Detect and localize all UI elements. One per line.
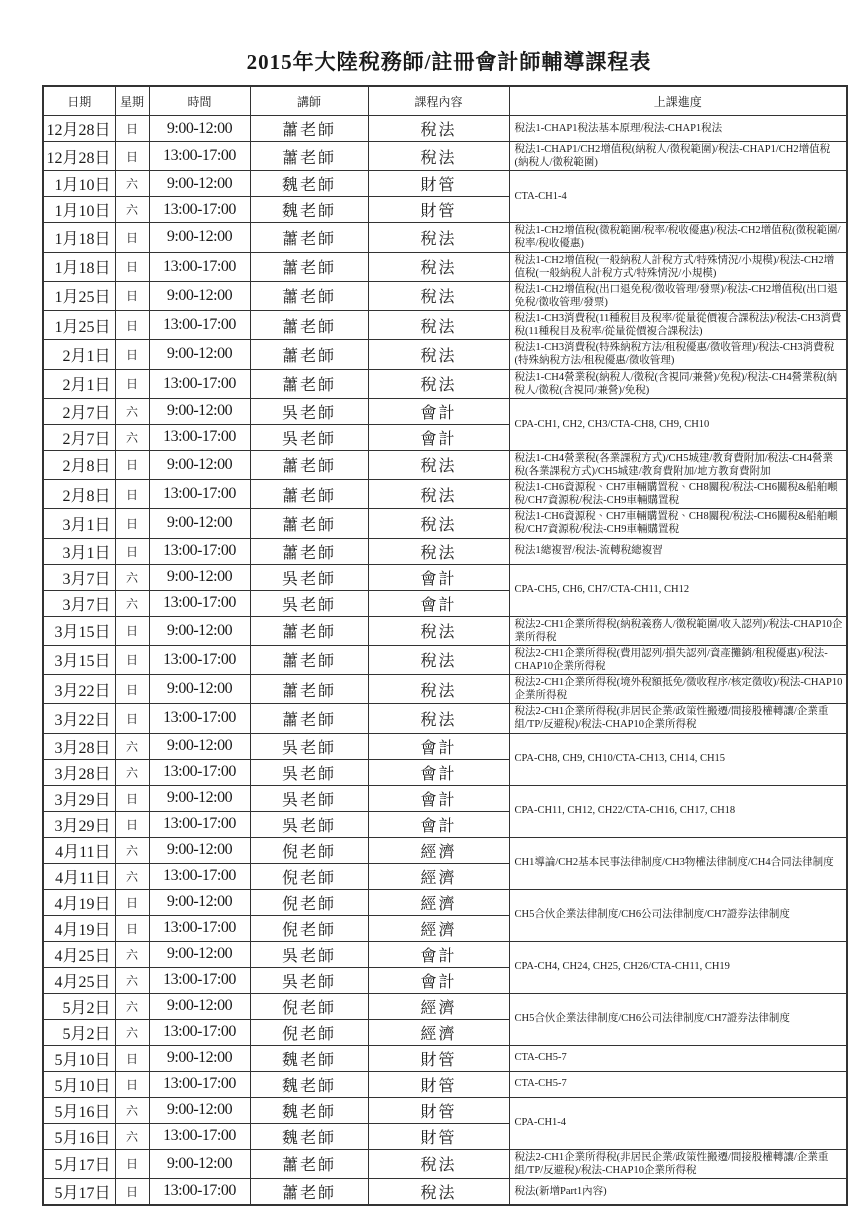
date-cell: 1月25日 [43,281,115,310]
date-cell: 4月19日 [43,889,115,915]
table-row [43,564,847,590]
progress-cell: 稅法1-CH2增值稅(徵稅範圍/稅率/稅收優惠)/稅法-CH2增值稅(徵稅範圍/稅率/稅收優惠) [509,223,847,252]
course-cell: 財管 [368,1097,509,1123]
weekday-cell: 日 [115,369,149,398]
teacher-cell: 倪老師 [250,889,368,915]
course-cell: 會計 [368,811,509,837]
course-cell: 會計 [368,941,509,967]
teacher-cell: 蕭老師 [250,1149,368,1178]
table-row [43,645,847,674]
teacher-cell: 蕭老師 [250,645,368,674]
teacher-cell: 吳老師 [250,590,368,616]
course-cell: 財管 [368,1123,509,1149]
header-date: 日期 [43,86,115,116]
progress-cell: 稅法1-CHAP1/CH2增值稅(納稅人/徵稅範圍)/稅法-CHAP1/CH2增值稅(納稅人/徵稅範圍) [509,142,847,171]
course-cell: 會計 [368,590,509,616]
weekday-cell: 日 [115,1045,149,1071]
weekday-cell: 日 [115,645,149,674]
progress-cell: 稅法1-CH6資源稅、CH7車輛購置稅、CH8關稅/稅法-CH6關稅&船舶噸稅/CH7資源稅/稅法-CH9車輛購置稅 [509,509,847,538]
progress-cell: 稅法2-CH1企業所得稅(納稅義務人/徵稅範圍/收入認列)/稅法-CHAP10企業所得稅 [509,616,847,645]
date-cell: 2月8日 [43,480,115,509]
date-cell: 4月25日 [43,967,115,993]
course-cell: 經濟 [368,993,509,1019]
date-cell: 3月1日 [43,538,115,564]
table-row [43,116,847,142]
teacher-cell: 倪老師 [250,993,368,1019]
progress-cell: CPA-CH8, CH9, CH10/CTA-CH13, CH14, CH15 [509,733,847,785]
time-cell: 13:00-17:00 [149,1071,250,1097]
teacher-cell: 蕭老師 [250,538,368,564]
date-cell: 3月22日 [43,704,115,733]
table-row [43,171,847,197]
teacher-cell: 蕭老師 [250,369,368,398]
date-cell: 2月1日 [43,369,115,398]
time-cell: 13:00-17:00 [149,369,250,398]
date-cell: 5月16日 [43,1097,115,1123]
date-cell: 5月10日 [43,1045,115,1071]
course-cell: 會計 [368,398,509,424]
time-cell: 9:00-12:00 [149,450,250,479]
weekday-cell: 日 [115,252,149,281]
date-cell: 3月15日 [43,616,115,645]
date-cell: 2月8日 [43,450,115,479]
teacher-cell: 魏老師 [250,1123,368,1149]
table-row [43,1149,847,1178]
weekday-cell: 日 [115,785,149,811]
time-cell: 13:00-17:00 [149,142,250,171]
teacher-cell: 蕭老師 [250,616,368,645]
time-cell: 9:00-12:00 [149,1045,250,1071]
date-cell: 12月28日 [43,142,115,171]
time-cell: 9:00-12:00 [149,171,250,197]
course-cell: 稅法 [368,675,509,704]
table-row [43,993,847,1019]
course-cell: 經濟 [368,889,509,915]
time-cell: 13:00-17:00 [149,863,250,889]
time-cell: 13:00-17:00 [149,1123,250,1149]
teacher-cell: 蕭老師 [250,480,368,509]
time-cell: 13:00-17:00 [149,1019,250,1045]
weekday-cell: 日 [115,915,149,941]
table-row [43,311,847,340]
time-cell: 9:00-12:00 [149,733,250,759]
teacher-cell: 蕭老師 [250,509,368,538]
time-cell: 13:00-17:00 [149,424,250,450]
date-cell: 3月7日 [43,590,115,616]
weekday-cell: 六 [115,424,149,450]
header-weekday: 星期 [115,86,149,116]
course-cell: 稅法 [368,616,509,645]
progress-cell: CH5合伙企業法律制度/CH6公司法律制度/CH7證券法律制度 [509,889,847,941]
date-cell: 1月10日 [43,197,115,223]
weekday-cell: 六 [115,941,149,967]
date-cell: 3月15日 [43,645,115,674]
progress-cell: CPA-CH5, CH6, CH7/CTA-CH11, CH12 [509,564,847,616]
table-row [43,369,847,398]
weekday-cell: 六 [115,837,149,863]
teacher-cell: 蕭老師 [250,340,368,369]
teacher-cell: 魏老師 [250,171,368,197]
header-time: 時間 [149,86,250,116]
progress-cell: 稅法2-CH1企業所得稅(非居民企業/政策性搬遷/間接股權轉讓/企業重組/TP/反避稅)/稅法-CHAP10企業所得稅 [509,704,847,733]
date-cell: 2月7日 [43,424,115,450]
weekday-cell: 日 [115,889,149,915]
weekday-cell: 六 [115,733,149,759]
course-cell: 財管 [368,1071,509,1097]
date-cell: 3月22日 [43,675,115,704]
weekday-cell: 六 [115,1019,149,1045]
course-cell: 稅法 [368,645,509,674]
teacher-cell: 吳老師 [250,733,368,759]
weekday-cell: 日 [115,340,149,369]
progress-cell: 稅法1-CH2增值稅(一般納稅人計稅方式/特殊情況/小規模)/稅法-CH2增值稅(一般納稅人計稅方式/特殊情況/小規模) [509,252,847,281]
date-cell: 1月18日 [43,252,115,281]
course-cell: 會計 [368,424,509,450]
date-cell: 1月18日 [43,223,115,252]
teacher-cell: 蕭老師 [250,252,368,281]
weekday-cell: 六 [115,1097,149,1123]
time-cell: 13:00-17:00 [149,197,250,223]
teacher-cell: 吳老師 [250,424,368,450]
progress-cell: 稅法1-CH3消費稅(特殊納稅方法/租稅優惠/徵收管理)/稅法-CH3消費稅(特殊納稅方法/租稅優惠/徵收管理) [509,340,847,369]
weekday-cell: 日 [115,480,149,509]
teacher-cell: 蕭老師 [250,675,368,704]
time-cell: 9:00-12:00 [149,837,250,863]
weekday-cell: 日 [115,116,149,142]
schedule-body [43,116,847,1205]
weekday-cell: 六 [115,863,149,889]
date-cell: 3月29日 [43,785,115,811]
course-cell: 經濟 [368,837,509,863]
teacher-cell: 蕭老師 [250,223,368,252]
course-cell: 稅法 [368,142,509,171]
weekday-cell: 日 [115,1071,149,1097]
weekday-cell: 日 [115,675,149,704]
course-cell: 會計 [368,564,509,590]
course-cell: 經濟 [368,863,509,889]
date-cell: 5月17日 [43,1149,115,1178]
course-cell: 會計 [368,733,509,759]
course-cell: 稅法 [368,538,509,564]
course-cell: 稅法 [368,1149,509,1178]
teacher-cell: 蕭老師 [250,116,368,142]
time-cell: 9:00-12:00 [149,889,250,915]
course-cell: 稅法 [368,281,509,310]
weekday-cell: 日 [115,1178,149,1205]
time-cell: 9:00-12:00 [149,281,250,310]
page-title: 2015年大陸稅務師/註冊會計師輔導課程表 [246,50,652,74]
time-cell: 13:00-17:00 [149,311,250,340]
course-cell: 稅法 [368,223,509,252]
progress-cell: 稅法1總複習/稅法-流轉稅總複習 [509,538,847,564]
table-row [43,1097,847,1123]
table-row [43,538,847,564]
weekday-cell: 日 [115,311,149,340]
teacher-cell: 吳老師 [250,759,368,785]
date-cell: 4月25日 [43,941,115,967]
table-row [43,704,847,733]
progress-cell: CH1導論/CH2基本民事法律制度/CH3物權法律制度/CH4合同法律制度 [509,837,847,889]
header-teacher: 講師 [250,86,368,116]
table-row [43,252,847,281]
teacher-cell: 吳老師 [250,941,368,967]
weekday-cell: 六 [115,993,149,1019]
progress-cell: 稅法1-CH6資源稅、CH7車輛購置稅、CH8關稅/稅法-CH6關稅&船舶噸稅/CH7資源稅/稅法-CH9車輛購置稅 [509,480,847,509]
course-cell: 會計 [368,785,509,811]
time-cell: 9:00-12:00 [149,116,250,142]
date-cell: 4月11日 [43,837,115,863]
progress-cell: CTA-CH5-7 [509,1045,847,1071]
progress-cell: CPA-CH4, CH24, CH25, CH26/CTA-CH11, CH19 [509,941,847,993]
teacher-cell: 魏老師 [250,1097,368,1123]
time-cell: 13:00-17:00 [149,252,250,281]
progress-cell: 稅法1-CH2增值稅(出口退免稅/徵收管理/發票)/稅法-CH2增值稅(出口退免稅/徵收管理/發票) [509,281,847,310]
weekday-cell: 六 [115,590,149,616]
teacher-cell: 蕭老師 [250,142,368,171]
teacher-cell: 倪老師 [250,1019,368,1045]
weekday-cell: 六 [115,197,149,223]
time-cell: 9:00-12:00 [149,223,250,252]
weekday-cell: 六 [115,759,149,785]
date-cell: 4月19日 [43,915,115,941]
date-cell: 3月28日 [43,759,115,785]
time-cell: 13:00-17:00 [149,759,250,785]
progress-cell: 稅法1-CH4營業稅(各業課稅方式)/CH5城建/教育費附加/稅法-CH4營業稅(各業課稅方式)/CH5城建/教育費附加/地方教育費附加 [509,450,847,479]
table-row [43,1178,847,1205]
date-cell: 5月2日 [43,1019,115,1045]
time-cell: 9:00-12:00 [149,993,250,1019]
course-cell: 稅法 [368,450,509,479]
date-cell: 3月29日 [43,811,115,837]
time-cell: 13:00-17:00 [149,1178,250,1205]
teacher-cell: 蕭老師 [250,1178,368,1205]
header-course: 課程內容 [368,86,509,116]
table-row [43,340,847,369]
weekday-cell: 日 [115,450,149,479]
progress-cell: 稅法(新增Part1內容) [509,1178,847,1205]
teacher-cell: 吳老師 [250,967,368,993]
course-cell: 稅法 [368,252,509,281]
weekday-cell: 日 [115,1149,149,1178]
course-cell: 稅法 [368,704,509,733]
date-cell: 5月16日 [43,1123,115,1149]
time-cell: 13:00-17:00 [149,645,250,674]
date-cell: 2月7日 [43,398,115,424]
teacher-cell: 魏老師 [250,1045,368,1071]
teacher-cell: 吳老師 [250,564,368,590]
table-row [43,675,847,704]
weekday-cell: 日 [115,281,149,310]
date-cell: 1月25日 [43,311,115,340]
time-cell: 9:00-12:00 [149,1149,250,1178]
weekday-cell: 六 [115,171,149,197]
weekday-cell: 日 [115,509,149,538]
weekday-cell: 日 [115,538,149,564]
progress-cell: 稅法2-CH1企業所得稅(境外稅額抵免/徵收程序/核定徵收)/稅法-CHAP10企業所得稅 [509,675,847,704]
course-cell: 經濟 [368,1019,509,1045]
date-cell: 3月1日 [43,509,115,538]
teacher-cell: 蕭老師 [250,704,368,733]
date-cell: 4月11日 [43,863,115,889]
teacher-cell: 魏老師 [250,197,368,223]
course-cell: 財管 [368,197,509,223]
teacher-cell: 蕭老師 [250,281,368,310]
header-progress: 上課進度 [509,86,847,116]
table-row [43,480,847,509]
progress-cell: CTA-CH5-7 [509,1071,847,1097]
progress-cell: CPA-CH1, CH2, CH3/CTA-CH8, CH9, CH10 [509,398,847,450]
weekday-cell: 六 [115,564,149,590]
course-cell: 稅法 [368,509,509,538]
weekday-cell: 日 [115,142,149,171]
table-row [43,281,847,310]
course-cell: 財管 [368,171,509,197]
time-cell: 9:00-12:00 [149,1097,250,1123]
course-cell: 會計 [368,967,509,993]
weekday-cell: 六 [115,1123,149,1149]
time-cell: 13:00-17:00 [149,590,250,616]
table-row [43,889,847,915]
table-row [43,941,847,967]
progress-cell: 稅法1-CH3消費稅(11種稅目及稅率/從量從價複合課稅法)/稅法-CH3消費稅(11種稅目及稅率/從量從價複合課稅法) [509,311,847,340]
time-cell: 13:00-17:00 [149,811,250,837]
teacher-cell: 吳老師 [250,398,368,424]
course-cell: 稅法 [368,340,509,369]
progress-cell: CPA-CH1-4 [509,1097,847,1149]
table-header-row [43,86,847,116]
table-row [43,616,847,645]
teacher-cell: 蕭老師 [250,450,368,479]
date-cell: 12月28日 [43,116,115,142]
weekday-cell: 六 [115,967,149,993]
date-cell: 1月10日 [43,171,115,197]
table-row [43,1071,847,1097]
course-schedule-table [42,85,848,1206]
course-cell: 稅法 [368,369,509,398]
date-cell: 3月28日 [43,733,115,759]
time-cell: 9:00-12:00 [149,564,250,590]
table-row [43,837,847,863]
progress-cell: 稅法1-CH4營業稅(納稅人/徵稅(含視同/兼營)/免稅)/稅法-CH4營業稅(納稅人/徵稅(含視同/兼營)/免稅) [509,369,847,398]
course-cell: 稅法 [368,1178,509,1205]
time-cell: 13:00-17:00 [149,538,250,564]
course-cell: 財管 [368,1045,509,1071]
weekday-cell: 六 [115,398,149,424]
table-row [43,398,847,424]
progress-cell: CPA-CH11, CH12, CH22/CTA-CH16, CH17, CH18 [509,785,847,837]
time-cell: 9:00-12:00 [149,675,250,704]
progress-cell: 稅法2-CH1企業所得稅(非居民企業/政策性搬遷/間接股權轉讓/企業重組/TP/反避稅)/稅法-CHAP10企業所得稅 [509,1149,847,1178]
time-cell: 13:00-17:00 [149,915,250,941]
table-row [43,450,847,479]
date-cell: 5月2日 [43,993,115,1019]
teacher-cell: 倪老師 [250,837,368,863]
time-cell: 9:00-12:00 [149,398,250,424]
time-cell: 9:00-12:00 [149,785,250,811]
time-cell: 9:00-12:00 [149,941,250,967]
teacher-cell: 蕭老師 [250,311,368,340]
teacher-cell: 魏老師 [250,1071,368,1097]
course-cell: 稅法 [368,480,509,509]
date-cell: 2月1日 [43,340,115,369]
progress-cell: CH5合伙企業法律制度/CH6公司法律制度/CH7證券法律制度 [509,993,847,1045]
teacher-cell: 吳老師 [250,785,368,811]
date-cell: 5月10日 [43,1071,115,1097]
time-cell: 13:00-17:00 [149,967,250,993]
course-cell: 經濟 [368,915,509,941]
progress-cell: 稅法1-CHAP1稅法基本原理/稅法-CHAP1稅法 [509,116,847,142]
time-cell: 9:00-12:00 [149,340,250,369]
table-row [43,733,847,759]
teacher-cell: 吳老師 [250,811,368,837]
date-cell: 3月7日 [43,564,115,590]
table-row [43,223,847,252]
time-cell: 9:00-12:00 [149,509,250,538]
progress-cell: 稅法2-CH1企業所得稅(費用認列/損失認列/資產攤銷/租稅優惠)/稅法-CHAP10企業所得稅 [509,645,847,674]
weekday-cell: 日 [115,223,149,252]
time-cell: 13:00-17:00 [149,704,250,733]
date-cell: 5月17日 [43,1178,115,1205]
weekday-cell: 日 [115,616,149,645]
course-cell: 稅法 [368,311,509,340]
course-cell: 稅法 [368,116,509,142]
progress-cell: CTA-CH1-4 [509,171,847,223]
weekday-cell: 日 [115,811,149,837]
teacher-cell: 倪老師 [250,915,368,941]
time-cell: 9:00-12:00 [149,616,250,645]
table-row [43,785,847,811]
teacher-cell: 倪老師 [250,863,368,889]
table-row [43,509,847,538]
weekday-cell: 日 [115,704,149,733]
table-row [43,1045,847,1071]
table-row [43,142,847,171]
time-cell: 13:00-17:00 [149,480,250,509]
course-cell: 會計 [368,759,509,785]
